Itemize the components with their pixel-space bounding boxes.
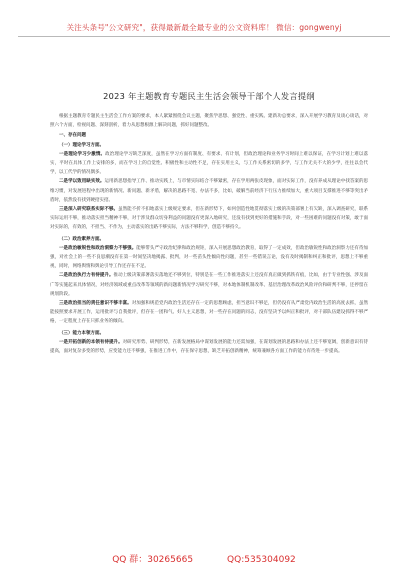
paragraph-politics-1 [50, 244, 368, 272]
paragraph-ability-1 [50, 338, 368, 356]
document-title: 2023 年主题教育专题民主生活会领导干部个人发言提纲 [103, 91, 315, 101]
paragraph-politics-3 [50, 299, 368, 327]
paragraph-body: 对研究形势、研判形势，在新发展格局中谋划发展的能力还需加强，在谋划发展的思路和办法上还不够宽阔，创新意识有待提高，面对复杂多变的形势，应变能力还不够强，在推进工作中，存在保守思想，缺乏开拓创新精神，统筹兼顾各方面工作的能力有待进一步提高。 [50, 339, 369, 355]
header-divider [18, 36, 390, 37]
subsection-theory: （一）理论学习方面。 [59, 142, 104, 148]
paragraph-politics-2 [50, 271, 368, 299]
paragraph-lead: 一是理论学习少激情。 [59, 151, 106, 157]
paragraph-lead: 二是政治执行力有待提升。 [59, 273, 114, 279]
subsection-politics: （二）政治素养方面。 [59, 236, 104, 242]
paragraph-body: 虽然能不折不扣地落实上级规定要求，但在新形势下，如何创造性地贯彻落实上级的决策部署上有欠缺，深入调查研究，联系实际运用不够，推动落实担当精神不够，对于涉及群众切身利益的问题没有更深入地研究，还没有找到更好的措施和手段，对一些困难的问题没有对策，敢于面对实际的，有效的，不担当、不作为，主动落实的出路不够实际，方法不够科学，创造不够持久。 [50, 207, 369, 231]
section-heading-problems: 一、存在问题 [59, 133, 86, 139]
paragraph-theory-3 [50, 205, 368, 233]
document-body [50, 90, 368, 356]
paragraph-body: 运用新思想指导工作、推动实践上，与市情实际结合不够紧密，存在学用两张皮现象，面对实际工作，没有养成从理论中找答案的思维习惯，对发展进程中出现的新情况、新问题、新矛盾，解决的思路不宽、办法不多，比如，破解当前经济下行压力推续加大，重大项目支撑推进不够等突出矛盾时，依然没有找到硬招实招。 [50, 179, 369, 203]
paragraph-theory-1 [50, 150, 368, 178]
footer-qq: QQ:535304092 [227, 555, 296, 565]
paragraph-lead: 三是政治担当的责任意识不够丰富。 [59, 301, 132, 307]
paragraph-lead: 三是深入研究联系实际不够。 [59, 207, 119, 213]
paragraph-lead: 一是政治敏锐性和政治洞察力不够强。 [59, 245, 137, 251]
paragraph-theory-2 [50, 177, 368, 205]
paragraph-body: 对加强和规范党内政治生活还存在一定的思想顾虑，担当意识不够足，但仍没有从严肃党内政治生活的高度去抓，虽然能按照要求开展工作，运用批评与自我批评，但存在一团和气、好人主义思想，对一些存在问题的同志，没有坚决予以纠正和批评，对干部队伍建设抓得不够严格，一定程度上存在只抓业务的倾向。 [50, 301, 368, 325]
paragraph-body: 推动上级决策部署落实落地还不够到位，特别是在一些工作推进落实上还没有真正做到抓铁有痕，比如，由于专业性强、涉及面广等实施起来具体情况，对经济领域或重点改革等领域的新问题新情况学习研究不够，对本地体制机制改革、基层治理改革政治风险评价和研判不够，还停留在规划阶段。 [50, 273, 369, 297]
intro-paragraph: 根据主题教育专题民主生活会工作方案的要求，本人紧紧围绕会议主题，聚焦学思想、强党性、重实践、建新功总要求，深入开展学习教育及谈心谈话，对照六个方面，检视问题、深刻剖析，着力从思想根源上解决问题，抓好问题整改。 [50, 114, 368, 129]
paragraph-body: 能够带头严守政治纪律和政治规矩，深入开展思想政治教育，取得了一定成效，但政治敏锐性和政治洞察力还有待加强，对社会上的一些不良思潮没有在第一时间坚决地揭露、批判，对一些苗头性倾向性问题，甚至一些错误言论，没有及时揭制和纠正和批评，思想上不够重视，同时，网络舆情和舆论引导工作还存在不足。 [50, 245, 368, 270]
footer-qq-group: QQ 群：30265665 [112, 555, 194, 565]
paragraph-lead: 一是开拓创新的本领有待提升。 [59, 339, 123, 345]
footer-contact [0, 552, 408, 565]
subsection-ability: （三）能力本领方面。 [59, 330, 104, 336]
header-banner: 关注头条号"公文研究"，获得最新最全最专业的公文资料库！ 微信：gongwenyj [66, 23, 342, 32]
paragraph-body: 政治理论学习缺乏深度，虽然在学习方面有制度、有要求、有计划，但政治理论和业务学习时间上难以保证，在学习计划上难以落实，平时在具体工作上安排的多，而在学习上的自觉性、积极性和主动性不足，存在实用主义，与工作关系密切的多学，与工作无关不大的少学，往往以会代学，以工代学的情况偶多。 [50, 151, 368, 176]
paragraph-lead: 二是学以致用缺实效。 [59, 179, 105, 185]
